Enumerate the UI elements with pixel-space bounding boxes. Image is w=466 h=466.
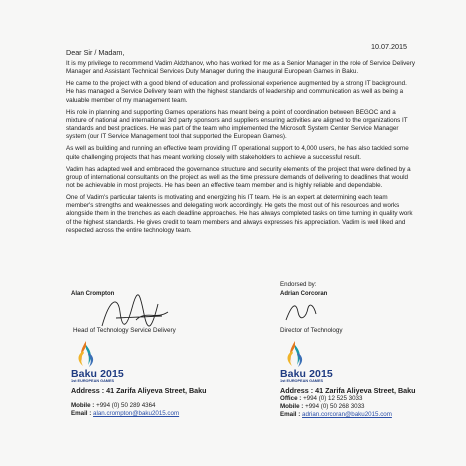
contact-a bbox=[71, 387, 207, 418]
signature-b bbox=[282, 298, 322, 326]
paragraph: It is my privilege to recommend Vadim Aldzhanov, who has worked for me as a Senior Manager in the role of Service Delivery Manager and Assistant Technical Services Duty Manager during the inaugural European Games in Baku. bbox=[66, 60, 416, 76]
endorsed-by-label: Endorsed by: bbox=[280, 281, 317, 288]
logo-text: Baku 2015 bbox=[71, 368, 124, 380]
signatory-a-name: Alan Crompton bbox=[71, 291, 115, 297]
logo-subtext: 1st EUROPEAN GAMES bbox=[71, 379, 115, 383]
paragraph: As well as building and running an effective team providing IT operational support to 4,000 users, he has also tackled some quite challenging projects that has meant working closely with stakeholders to achieve a successful result. bbox=[66, 145, 409, 161]
flame-logo-icon bbox=[280, 339, 310, 369]
logo-text: Baku 2015 bbox=[280, 368, 333, 380]
logo-subtext: 1st EUROPEAN GAMES bbox=[280, 379, 324, 383]
email-label: Email : bbox=[280, 411, 301, 418]
office-line bbox=[280, 395, 416, 403]
contact-b bbox=[280, 387, 416, 419]
paragraph: One of Vadim's particular talents is motivating and energizing his IT team. He is an expert at determining each team member's strengths and weaknesses and delegating work accordingly. He gets the most out of his resources and works alongside them in the trenches as each deadline approaches. He has always completed tasks on time turning in quality work of the highest standards. He gives credit to team members and always expresses his appreciation. Vadim is well liked and respected across the entire technology team. bbox=[66, 194, 413, 234]
mobile-number: +994 (0) 50 289 4364 bbox=[96, 402, 156, 409]
paragraph: Vadim has adapted well and embraced the governance structure and security elements of the project that were defined by a group of international consultants on the project as well as the time pressure demands of delivering to deadlines that would not be achievable in most projects. He has been an effective team member and is highly reliable and dependable. bbox=[66, 165, 411, 189]
email-label: Email : bbox=[71, 410, 92, 417]
email-line bbox=[280, 411, 416, 419]
signatory-a-title: Head of Technology Service Delivery bbox=[73, 327, 176, 334]
mobile-line bbox=[280, 403, 416, 411]
paragraph: His role in planning and supporting Games operations has meant being a point of coordination between BEGOC and a mixture of national and international 3rd party sponsors and suppliers ensuring activities are aligned to the organizations IT standards and best practices. He was part of the team who implemented the Microsoft System Center Service Manager system (our IT Service Management tool that supported the European Games). bbox=[66, 108, 408, 141]
email-link[interactable]: adrian.corcoran@baku2015.com bbox=[302, 411, 392, 418]
baku-logo bbox=[71, 339, 143, 383]
address: Address : 41 Zarifa Aliyeva Street, Baku bbox=[280, 386, 416, 395]
mobile-line bbox=[71, 402, 207, 410]
paragraph: He came to the project with a good blend of education and professional experience augmented by a strong IT background. He has managed a Service Delivery team with the highest standards of leadership and communication as well as being a valuable member of my management team. bbox=[66, 80, 407, 104]
baku-logo bbox=[280, 339, 352, 383]
flame-logo-icon bbox=[71, 339, 101, 369]
email-link[interactable]: alan.crompton@baku2015.com bbox=[93, 410, 180, 417]
address: Address : 41 Zarifa Aliyeva Street, Baku bbox=[71, 386, 207, 395]
signatory-b-name: Adrian Corcoran bbox=[280, 291, 328, 297]
mobile-label: Mobile : bbox=[280, 403, 304, 410]
salutation: Dear Sir / Madam, bbox=[66, 48, 125, 57]
signatory-b-title: Director of Technology bbox=[280, 327, 343, 334]
mobile-label: Mobile : bbox=[71, 402, 95, 409]
office-number: +994 (0) 12 525 3033 bbox=[303, 395, 363, 402]
email-line bbox=[71, 410, 207, 418]
office-label: Office : bbox=[280, 395, 302, 402]
letter-date: 10.07.2015 bbox=[371, 42, 407, 51]
letter-body bbox=[66, 60, 416, 239]
mobile-number: +994 (0) 50 268 3033 bbox=[305, 403, 365, 410]
